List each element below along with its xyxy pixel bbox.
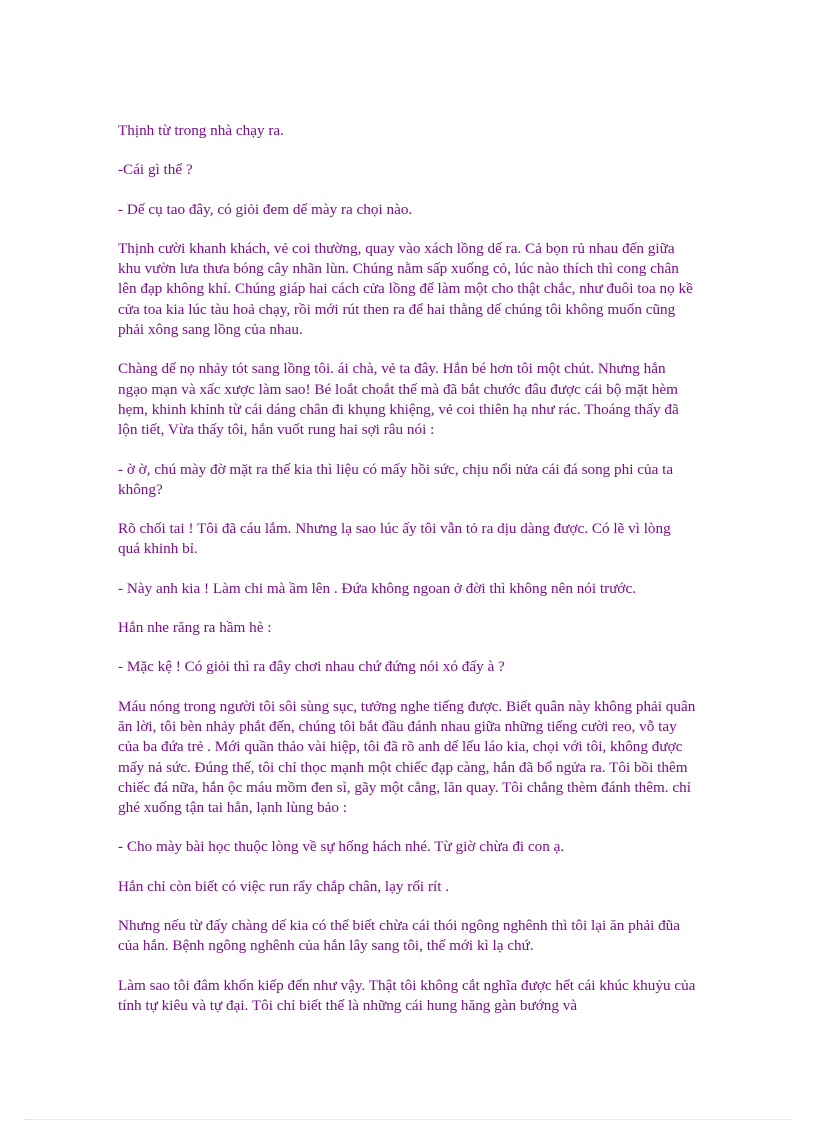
- paragraph: - Này anh kia ! Làm chi mà ầm lên . Đứa không ngoan ở đời thì không nên nói trước.: [118, 579, 636, 597]
- paragraph: - Dế cụ tao đây, có giỏi đem dế mày ra chọi nào.: [118, 200, 413, 218]
- paragraph: Rõ chối tai ! Tôi đã cáu lắm. Nhưng lạ sao lúc ấy tôi vẫn tỏ ra dịu dàng được. Có lẽ vì lòng quá khinh bỉ.: [118, 520, 671, 558]
- paragraph: - Cho mày bài học thuộc lòng về sự hống hách nhé. Từ giờ chừa đi con ạ.: [118, 838, 565, 856]
- paragraph: Làm sao tôi đâm khốn kiếp đến như vậy. Thật tôi không cắt nghĩa được hết cái khúc khuỷu của tính tự kiêu và tự đại. Tôi chỉ biết thế là những cái hung hăng gàn bướng và: [118, 976, 696, 1014]
- paragraph: Thịnh từ trong nhà chạy ra.: [118, 122, 284, 139]
- page-bottom-divider: [24, 1119, 792, 1120]
- paragraph: Hắn nhe răng ra hầm hè :: [118, 619, 272, 637]
- paragraph: - ờ ờ, chú mày đờ mặt ra thế kia thì liệu có mấy hồi sức, chịu nổi nửa cái đá song phi của ta không?: [118, 460, 674, 498]
- paragraph: -Cái gì thế ?: [118, 161, 193, 179]
- paragraph: Nhưng nếu từ đấy chàng dế kia có thể biết chừa cái thói ngông nghênh thì tôi lại ăn phải đũa của hắn. Bệnh ngông nghênh của hắn lây sang tôi, thế mới kì lạ chứ.: [118, 917, 681, 955]
- paragraph: Hắn chỉ còn biết có việc run rẩy chắp chân, lạy rối rít .: [118, 877, 450, 895]
- paragraph: Chàng dế nọ nhảy tót sang lồng tôi. ái chà, vẻ ta đây. Hắn bé hơn tôi một chút. Nhưng hắn ngạo mạn và xấc xược làm sao! Bé loắt choắt thế mà đã bắt chước đâu được cái bộ mặt hèm hẹm, khinh khỉnh từ cái dáng chân đi khụng khiệng, vẻ coi thiên hạ như rác. Thoáng thấy đã lộn tiết, Vừa thấy tôi, hắn vuốt rung hai sợi râu nói :: [118, 360, 679, 439]
- paragraph: - Mặc kệ ! Có giỏi thì ra đây chơi nhau chứ đứng nói xó đấy à ?: [118, 658, 505, 676]
- paragraph: Máu nóng trong người tôi sôi sùng sục, tưởng nghe tiếng được. Biết quân này không phải quân ăn lời, tôi bèn nhảy phắt đến, chúng tôi bắt đầu đánh nhau giữa những tiếng cười reo, vỗ tay của ba đứa trẻ . Mới quần thảo vài hiệp, tôi đã rõ anh dế lếu láo kia, chọi với tôi, không được mấy nả sức. Đúng thế, tôi chỉ thọc mạnh một chiếc đạp càng, hắn đã bổ ngửa ra. Tôi bồi thêm chiếc đá nữa, hắn ộc máu mồm đen sì, gãy một cẳng, lăn quay. Tôi chẳng thèm đánh thêm. chỉ ghé xuống tận tai hắn, lạnh lùng bảo :: [118, 697, 696, 817]
- paragraph: Thịnh cười khanh khách, vẻ coi thường, quay vào xách lồng dế ra. Cả bọn rủ nhau đến giữa khu vườn lưa thưa bóng cây nhãn lùn. Chúng nằm sấp xuống cỏ, lúc nào thích thì cong chân lên đạp không khí. Chúng giáp hai cách cửa lồng để làm một cho thật chắc, như đuôi toa nọ kề cửa toa kia lúc tàu hoả chạy, rồi mới rút then ra để hai thằng dế chúng tôi không muốn cũng phải xông sang lồng của nhau.: [118, 239, 693, 339]
- document-body: [118, 121, 696, 1035]
